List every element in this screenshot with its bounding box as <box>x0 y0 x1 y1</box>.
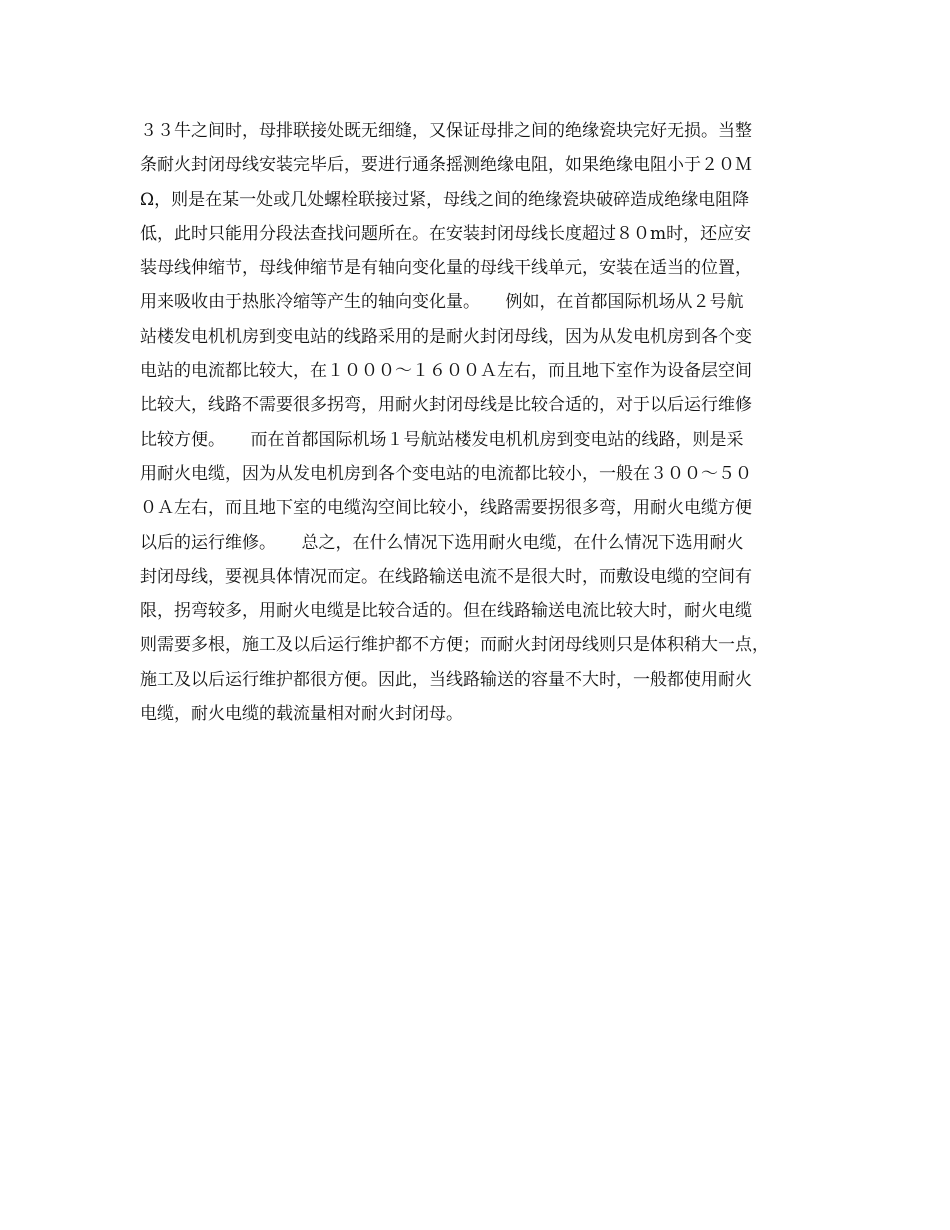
text-line: 限，拐弯较多，用耐火电缆是比较合适的。但在线路输送电流比较大时，耐火电缆 <box>140 601 752 622</box>
text-line: 用来吸收由于热胀冷缩等产生的轴向变化量。 例如，在首都国际机场从２号航 <box>140 292 744 313</box>
text-line: 则需要多根，施工及以后运行维护都不方便；而耐火封闭母线则只是体积稍大一点， <box>140 635 769 656</box>
text-line: 用耐火电缆，因为从发电机房到各个变电站的电流都比较小，一般在３００～５０ <box>140 463 752 484</box>
body-text <box>140 114 830 731</box>
text-line: 电站的电流都比较大，在１０００～１６００Ａ左右，而且地下室作为设备层空间 <box>140 361 752 382</box>
text-line: 条耐火封闭母线安装完毕后，要进行通条摇测绝缘电阻，如果绝缘电阻小于２０Ｍ <box>140 155 752 176</box>
text-line: 比较方便。 而在首都国际机场１号航站楼发电机机房到变电站的线路，则是采 <box>140 429 744 450</box>
text-line: 电缆，耐火电缆的载流量相对耐火封闭母。 <box>140 704 463 725</box>
text-line: Ω，则是在某一处或几处螺栓联接过紧，母线之间的绝缘瓷块破碎造成绝缘电阻降 <box>140 189 750 210</box>
text-line: 低，此时只能用分段法查找问题所在。在安装封闭母线长度超过８０m时，还应安 <box>140 223 752 244</box>
text-line: 装母线伸缩节，母线伸缩节是有轴向变化量的母线干线单元，安装在适当的位置， <box>140 258 752 279</box>
text-line: 比较大，线路不需要很多拐弯，用耐火封闭母线是比较合适的，对于以后运行维修 <box>140 395 752 416</box>
text-line: ３３牛之间时，母排联接处既无细缝，又保证母排之间的绝缘瓷块完好无损。当整 <box>140 121 752 141</box>
text-line: ０Ａ左右，而且地下室的电缆沟空间比较小，线路需要拐很多弯，用耐火电缆方便 <box>140 498 752 519</box>
text-line: 以后的运行维修。 总之，在什么情况下选用耐火电缆，在什么情况下选用耐火 <box>140 532 744 553</box>
text-line: 站楼发电机机房到变电站的线路采用的是耐火封闭母线，因为从发电机房到各个变 <box>140 326 752 347</box>
text-line: 封闭母线，要视具体情况而定。在线路输送电流不是很大时，而敷设电缆的空间有 <box>140 566 752 587</box>
text-line: 施工及以后运行维护都很方便。因此，当线路输送的容量不大时，一般都使用耐火 <box>140 669 752 690</box>
